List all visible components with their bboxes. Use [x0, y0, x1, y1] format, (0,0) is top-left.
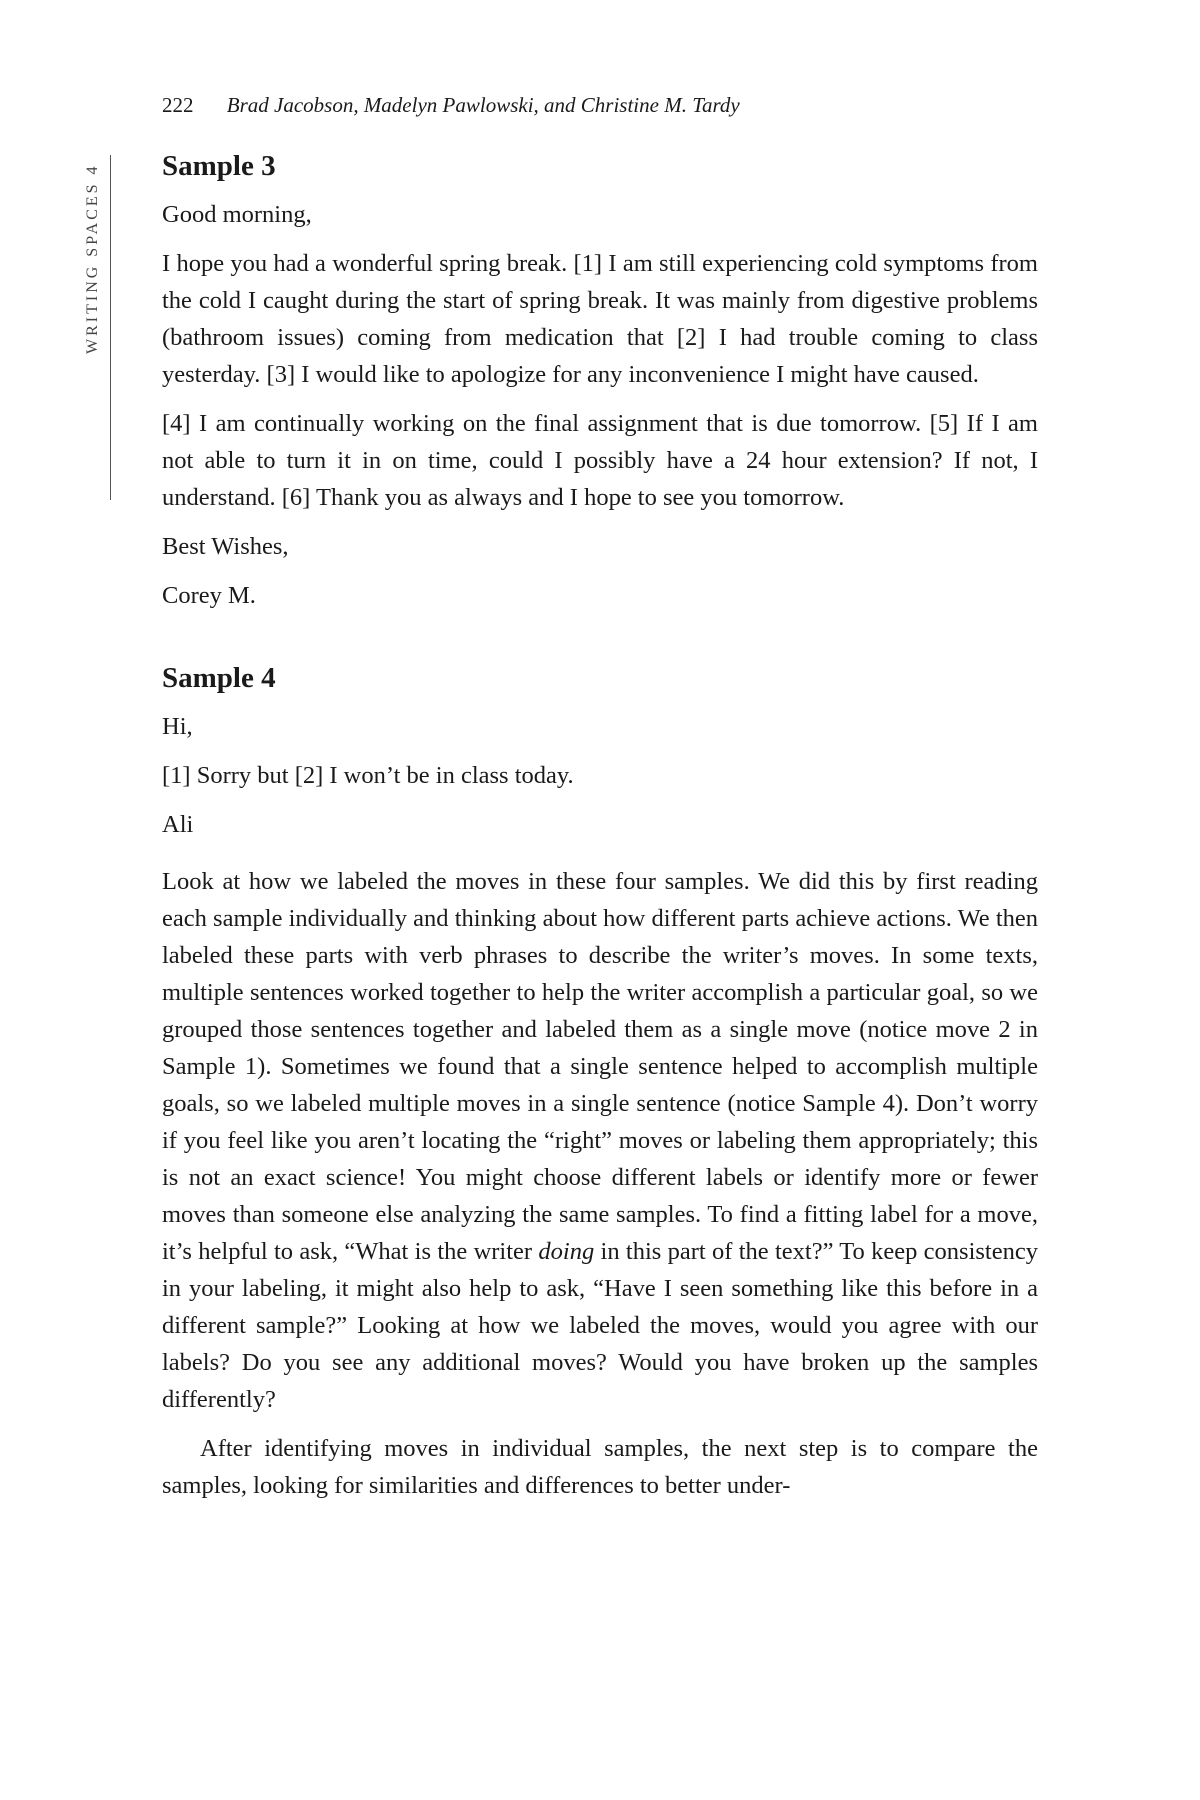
sample4-heading: Sample 4 [162, 662, 276, 694]
sample4-signature: Ali [162, 811, 194, 838]
page-number: 222 [162, 93, 194, 117]
side-label: WRITING SPACES 4 [84, 163, 101, 354]
sample3-closing: Best Wishes, [162, 533, 289, 560]
running-head [162, 93, 740, 118]
side-rule [110, 155, 111, 500]
sample3-greeting: Good morning, [162, 201, 312, 228]
sample3-paragraph-2: [4] I am continually working on the final assignment that is due tomorrow. [5] If I am not able to turn it in on time, could I possibly have a 24 hour extension? If not, I understand. [6] Thank you as always and I hope to see you tomorrow. [162, 410, 1038, 511]
discussion-paragraph-1 [162, 863, 1038, 1418]
discussion-paragraph-2: After identifying moves in individual samples, the next step is to compare the samples, looking for similarities and differences to better under- [162, 1435, 1038, 1499]
sample4-body: [1] Sorry but [2] I won’t be in class today. [162, 762, 574, 789]
discussion-text-after-emphasis: in this part of the text?” To keep consistency in your labeling, it might also help to ask, “Have I seen something like this before in a different sample?” Looking at how we labeled the moves, would you agree with our labels? Do you see any additional moves? Would you have broken up the samples differently? [162, 1238, 1038, 1413]
sample3-signature: Corey M. [162, 582, 256, 609]
sample3-paragraph-1: I hope you had a wonderful spring break. [1] I am still experiencing cold symptoms from the cold I caught during the start of spring break. It was mainly from digestive problems (bathroom issues) coming from medication that [2] I had trouble coming to class yesterday. [3] I would like to apologize for any inconvenience I might have caused. [162, 250, 1038, 388]
running-head-authors: Brad Jacobson, Madelyn Pawlowski, and Christine M. Tardy [226, 93, 740, 117]
sample3-heading: Sample 3 [162, 150, 276, 182]
sample4-greeting: Hi, [162, 713, 193, 740]
discussion-text-before-emphasis: Look at how we labeled the moves in these four samples. We did this by first reading each sample individually and thinking about how different parts achieve actions. We then labeled these parts with verb phrases to describe the writer’s moves. In some texts, multiple sentences worked together to help the writer accomplish a particular goal, so we grouped those sentences together and labeled them as a single move (notice move 2 in Sample 1). Sometimes we found that a single sentence helped to accomplish multiple goals, so we labeled multiple moves in a single sentence (notice Sample 4). Don’t worry if you feel like you aren’t locating the “right” moves or labeling them appropriately; this is not an exact science! You might choose different labels or identify more or fewer moves than someone else analyzing the same samples. To find a fitting label for a move, it’s helpful to ask, “What is the writer [162, 868, 1038, 1265]
page-body [162, 146, 1038, 1504]
discussion-emphasis: doing [538, 1238, 595, 1265]
